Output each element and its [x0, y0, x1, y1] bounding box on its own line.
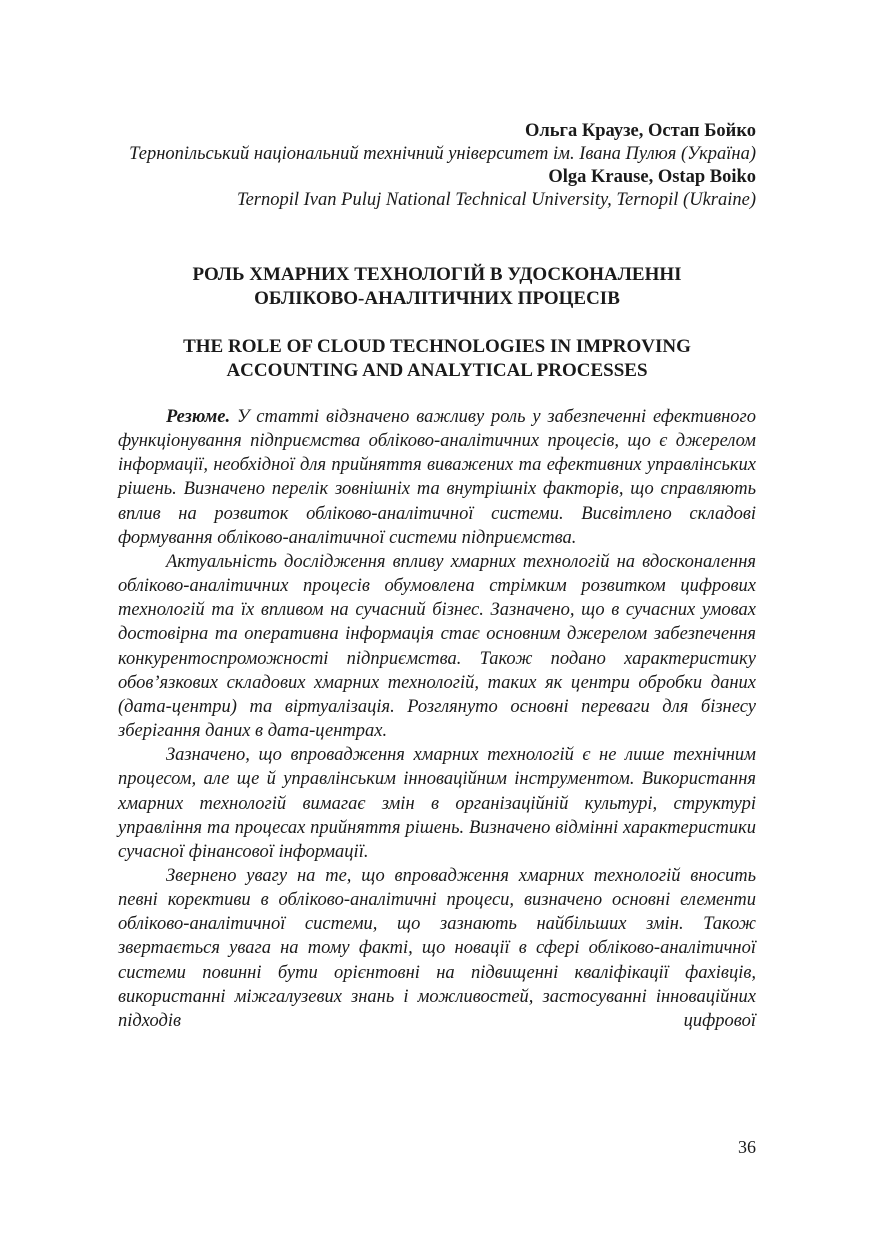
title-ua-line: ОБЛІКОВО-АНАЛІТИЧНИХ ПРОЦЕСІВ — [254, 288, 620, 309]
abstract — [118, 405, 756, 1033]
title-ua-line: РОЛЬ ХМАРНИХ ТЕХНОЛОГІЙ В УДОСКОНАЛЕННІ — [192, 264, 682, 285]
abstract-text: У статті відзначено важливу роль у забезпеченні ефективного функціонування підприємства обліково-аналітичних процесів, що є джерелом інформації, необхідної для прийняття виважених та ефективних управлінських рішень. Визначено перелік зовнішніх та внутрішніх факторів, що справляють вплив на розвиток обліково-аналітичної системи. Висвітлено складові формування обліково-аналітичної системи підприємства. — [118, 407, 757, 548]
abstract-paragraph — [118, 405, 756, 550]
abstract-lead: Резюме. — [166, 407, 231, 427]
abstract-paragraph: Зазначено, що впровадження хмарних технологій є не лише технічним процесом, але ще й управлінським інноваційним інструментом. Використання хмарних технологій вимагає змін в організаційній культурі, структурі управління та процесах прийняття рішень. Визначено відмінні характеристики сучасної фінансової інформації. — [118, 745, 756, 862]
authors-en: Olga Krause, Ostap Boiko — [548, 167, 756, 187]
abstract-paragraph: Актуальність дослідження впливу хмарних технологій на вдосконалення обліково-аналітичних процесів обумовлена стрімким розвитком цифрових технологій та їх впливом на сучасний бізнес. Зазначено, що в сучасних умовах достовірна та оперативна інформація стає основним джерелом забезпечення конкурентоспроможності підприємства. Також подано характеристику обов’язкових складових хмарних технологій, таких як центри обробки даних (дата-центри) та віртуалізація. Розглянуто основні переваги для бізнесу зберігання даних в дата-центрах. — [118, 551, 756, 742]
paper-page — [118, 0, 756, 1240]
page-number: 36 — [738, 1137, 756, 1157]
title-en-line: ACCOUNTING AND ANALYTICAL PROCESSES — [226, 360, 648, 381]
title-ukrainian — [118, 263, 756, 311]
authors-ua: Ольга Краузе, Остап Бойко — [525, 121, 756, 141]
title-english — [118, 335, 756, 383]
author-block — [118, 120, 756, 212]
affiliation-ua: Тернопільський національний технічний університет ім. Івана Пулюя (Україна) — [129, 144, 756, 164]
title-en-line: THE ROLE OF CLOUD TECHNOLOGIES IN IMPROVING — [183, 336, 691, 357]
abstract-paragraph: Звернено увагу на те, що впровадження хмарних технологій вносить певні корективи в обліково-аналітичні процеси, визначено основні елементи обліково-аналітичної системи, що зазнають найбільших змін. Також звертається увага на тому факті, що новації в сфері обліково-аналітичної системи повинні бути орієнтовні на підвищенні кваліфікації фахівців, використанні міжгалузевих знань і можливостей, застосуванні інноваційних підходів цифрової — [118, 865, 756, 1031]
affiliation-en: Ternopil Ivan Puluj National Technical University, Ternopil (Ukraine) — [236, 190, 756, 210]
